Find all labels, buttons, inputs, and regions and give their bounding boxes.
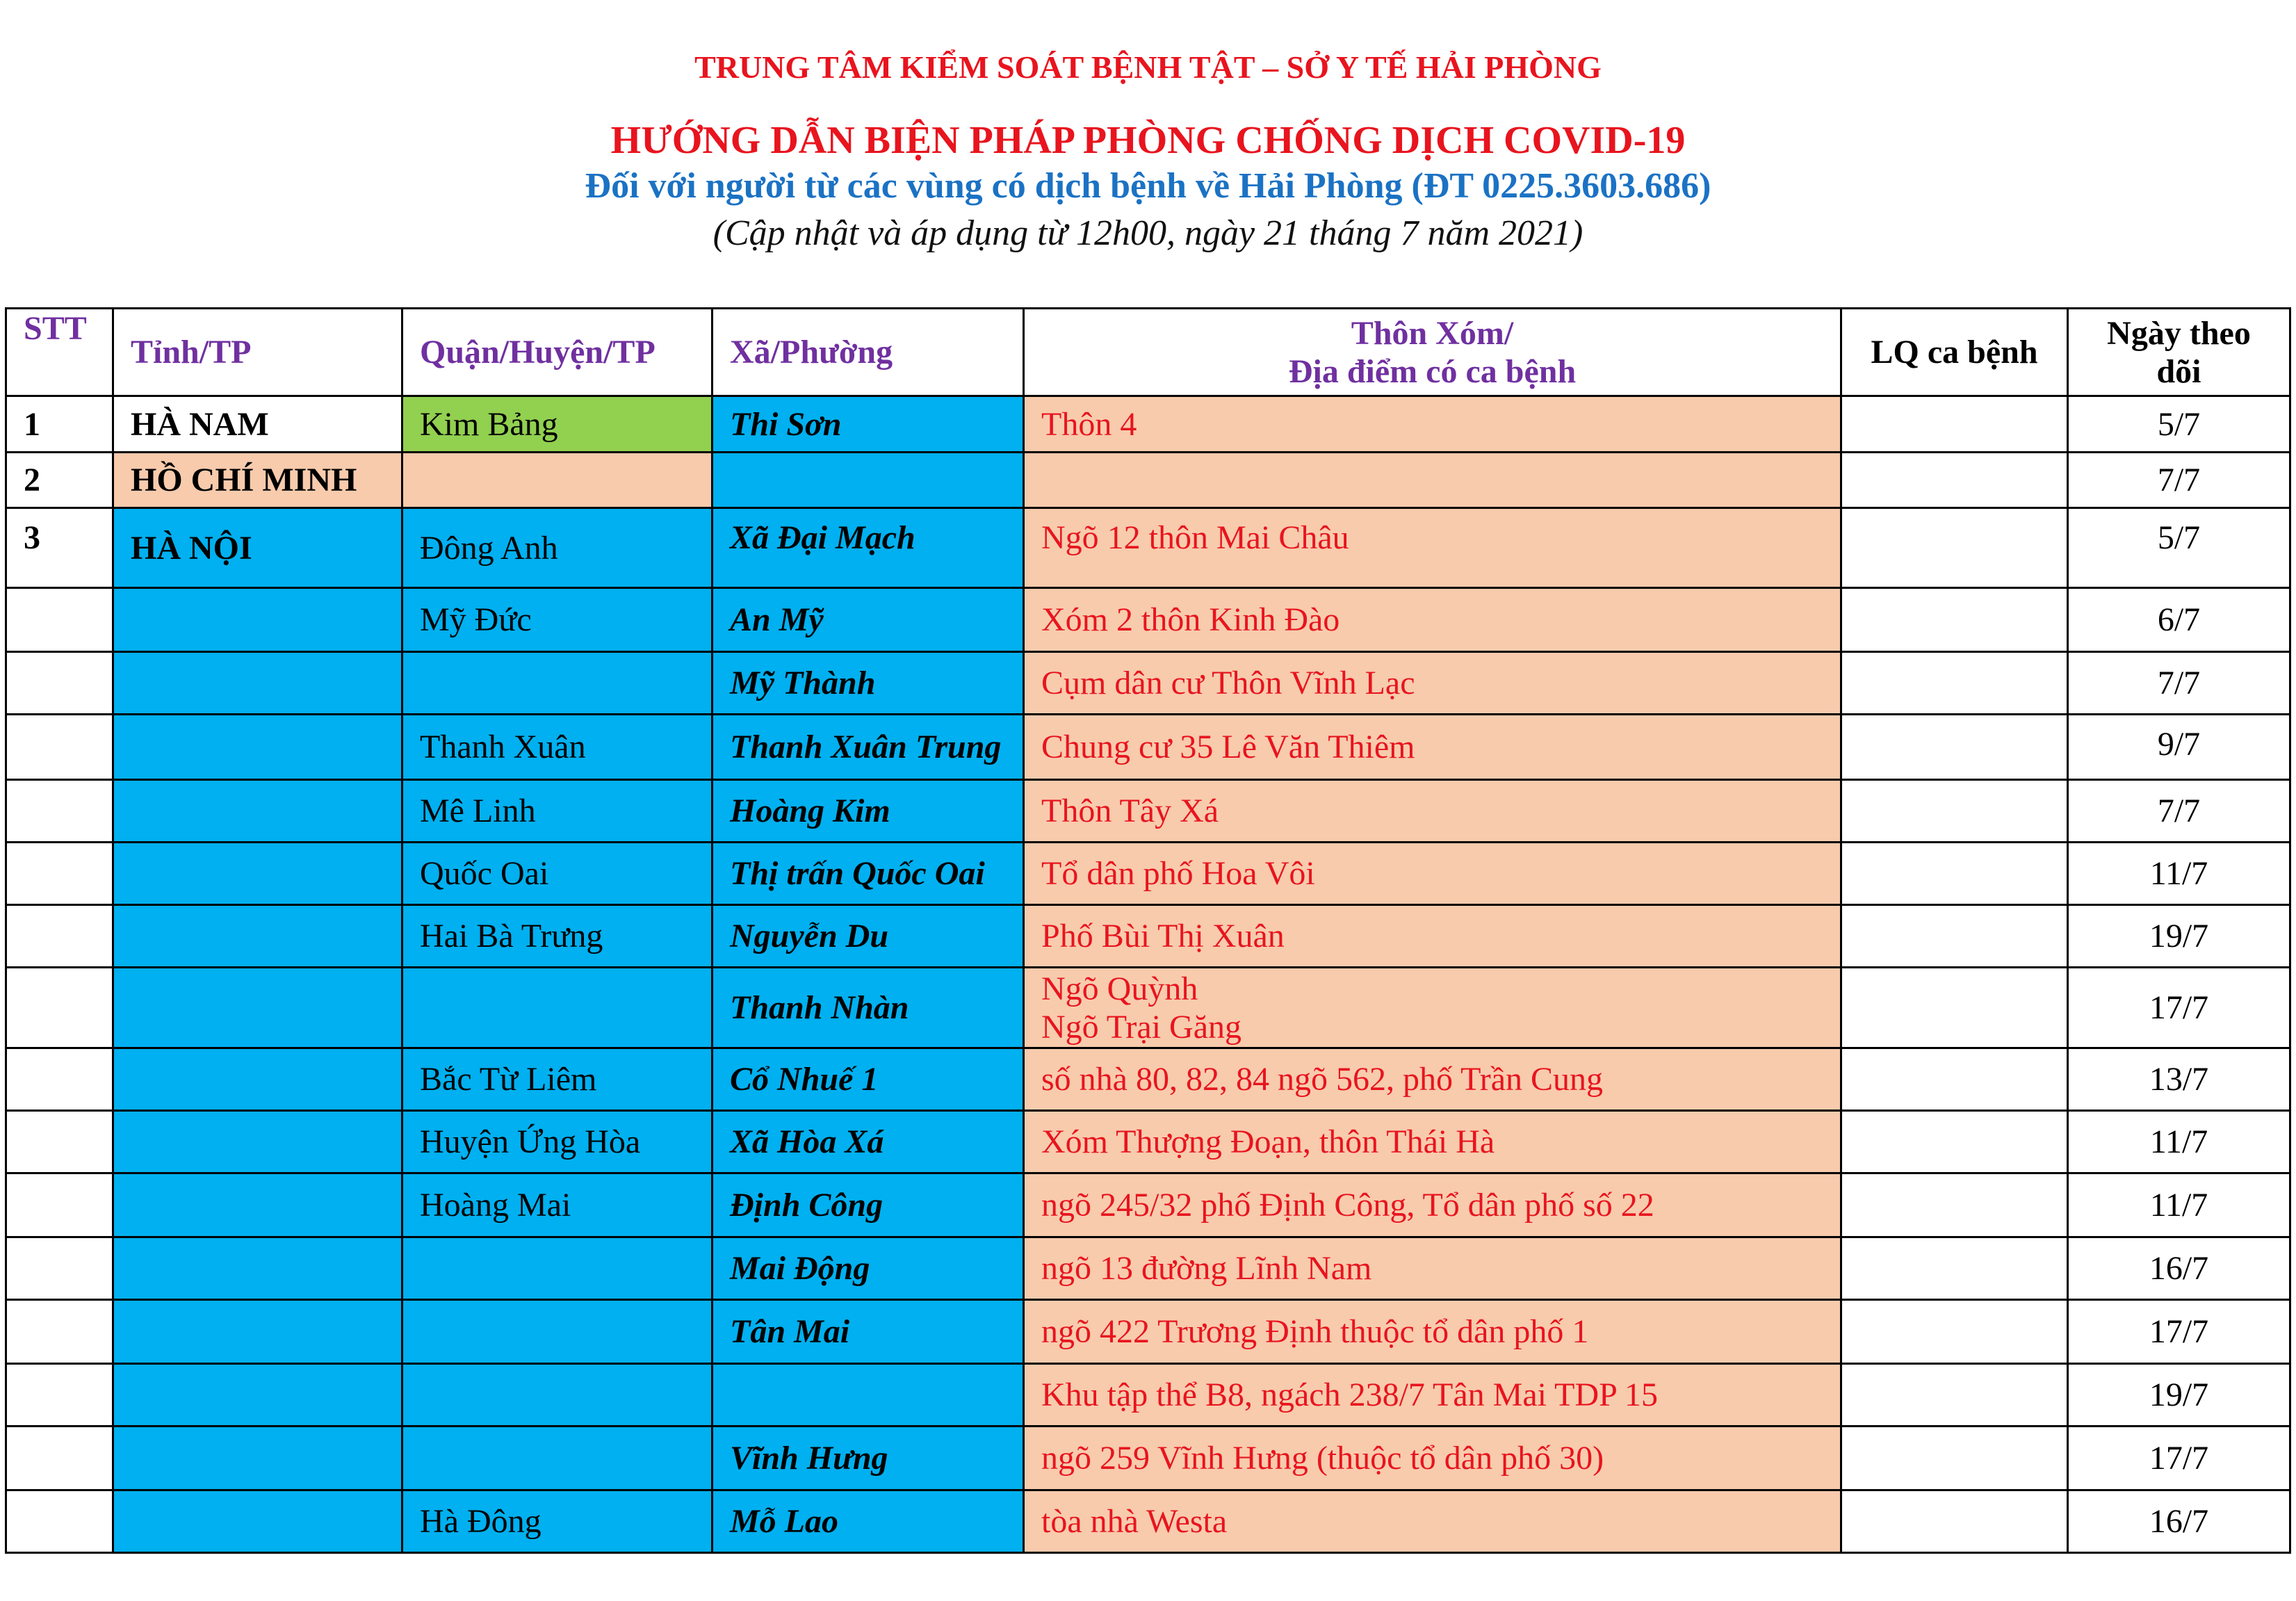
table-row bbox=[6, 905, 2290, 968]
lq-cell bbox=[1841, 588, 2068, 652]
stt-cell bbox=[6, 715, 113, 780]
location-cell bbox=[1024, 1427, 1841, 1490]
date-cell: 5/7 bbox=[2068, 508, 2290, 588]
location-cell bbox=[1024, 396, 1841, 453]
province-cell bbox=[113, 843, 402, 905]
ward-cell: An Mỹ bbox=[713, 588, 1024, 652]
location-line: Xóm Thượng Đoạn, thôn Thái Hà bbox=[1041, 1123, 1495, 1160]
date-cell: 6/7 bbox=[2068, 588, 2290, 652]
location-cell bbox=[1024, 1364, 1841, 1427]
location-cell bbox=[1024, 1300, 1841, 1364]
stt-cell bbox=[6, 1364, 113, 1427]
ward-cell: Vĩnh Hưng bbox=[713, 1427, 1024, 1490]
province-cell bbox=[113, 1490, 402, 1553]
location-cell bbox=[1024, 588, 1841, 652]
table-row bbox=[6, 588, 2290, 652]
table-row bbox=[6, 1490, 2290, 1553]
province-cell bbox=[113, 715, 402, 780]
table-row bbox=[6, 715, 2290, 780]
date-cell: 11/7 bbox=[2068, 1111, 2290, 1173]
table-row bbox=[6, 396, 2290, 453]
ward-cell bbox=[713, 453, 1024, 508]
date-cell: 19/7 bbox=[2068, 905, 2290, 968]
ward-cell: Thị trấn Quốc Oai bbox=[713, 843, 1024, 905]
lq-cell bbox=[1841, 1048, 2068, 1111]
province-cell bbox=[113, 1300, 402, 1364]
date-cell: 11/7 bbox=[2068, 1173, 2290, 1237]
document-title: HƯỚNG DẪN BIỆN PHÁP PHÒNG CHỐNG DỊCH COVID-19 bbox=[610, 119, 1686, 162]
date-cell: 13/7 bbox=[2068, 1048, 2290, 1111]
location-cell bbox=[1024, 1237, 1841, 1300]
location-cell bbox=[1024, 453, 1841, 508]
province-cell bbox=[113, 1427, 402, 1490]
column-header-location-line2: Địa điểm có ca bệnh bbox=[1288, 352, 1577, 390]
stt-cell bbox=[6, 905, 113, 968]
stt-cell: 1 bbox=[6, 396, 113, 453]
district-cell bbox=[402, 453, 713, 508]
location-cell bbox=[1024, 968, 1841, 1048]
location-cell bbox=[1024, 905, 1841, 968]
date-cell: 11/7 bbox=[2068, 843, 2290, 905]
location-line: Ngõ Quỳnh bbox=[1041, 970, 1198, 1007]
location-line: Thôn Tây Xá bbox=[1041, 793, 1219, 829]
district-cell: Đông Anh bbox=[402, 508, 713, 588]
date-cell: 16/7 bbox=[2068, 1490, 2290, 1553]
table-row bbox=[6, 843, 2290, 905]
ward-cell: Hoàng Kim bbox=[713, 780, 1024, 843]
table-row bbox=[6, 508, 2290, 588]
stt-cell bbox=[6, 1237, 113, 1300]
date-cell: 7/7 bbox=[2068, 453, 2290, 508]
location-line: Chung cư 35 Lê Văn Thiêm bbox=[1041, 729, 1415, 765]
district-cell: Huyện Ứng Hòa bbox=[402, 1111, 713, 1173]
province-cell bbox=[113, 588, 402, 652]
location-cell bbox=[1024, 1048, 1841, 1111]
update-note: (Cập nhật và áp dụng từ 12h00, ngày 21 tháng 7 năm 2021) bbox=[713, 213, 1583, 253]
date-cell: 16/7 bbox=[2068, 1237, 2290, 1300]
column-header-lq: LQ ca bệnh bbox=[1841, 309, 2068, 396]
location-line: ngõ 422 Trương Định thuộc tổ dân phố 1 bbox=[1041, 1313, 1589, 1350]
ward-cell: Xã Hòa Xá bbox=[713, 1111, 1024, 1173]
province-cell: HỒ CHÍ MINH bbox=[113, 453, 402, 508]
location-line: ngõ 245/32 phố Định Công, Tổ dân phố số 22 bbox=[1041, 1187, 1654, 1224]
district-cell: Kim Bảng bbox=[402, 396, 713, 453]
district-cell: Hà Đông bbox=[402, 1490, 713, 1553]
lq-cell bbox=[1841, 453, 2068, 508]
date-cell: 7/7 bbox=[2068, 780, 2290, 843]
table-row bbox=[6, 652, 2290, 715]
location-line: Thôn 4 bbox=[1041, 405, 1137, 443]
location-line: Xóm 2 thôn Kinh Đào bbox=[1041, 601, 1340, 638]
organization-heading: TRUNG TÂM KIỂM SOÁT BỆNH TẬT – SỞ Y TẾ HẢI PHÒNG bbox=[694, 49, 1602, 85]
lq-cell bbox=[1841, 968, 2068, 1048]
date-cell: 5/7 bbox=[2068, 396, 2290, 453]
table-row bbox=[6, 1048, 2290, 1111]
table-row bbox=[6, 1173, 2290, 1237]
district-cell: Mê Linh bbox=[402, 780, 713, 843]
ward-cell: Cổ Nhuế 1 bbox=[713, 1048, 1024, 1111]
district-cell: Thanh Xuân bbox=[402, 715, 713, 780]
stt-cell bbox=[6, 1300, 113, 1364]
district-cell: Bắc Từ Liêm bbox=[402, 1048, 713, 1111]
table-row bbox=[6, 1364, 2290, 1427]
province-cell bbox=[113, 780, 402, 843]
column-header-date bbox=[2068, 309, 2290, 396]
province-cell bbox=[113, 1111, 402, 1173]
province-cell bbox=[113, 1173, 402, 1237]
location-line: số nhà 80, 82, 84 ngõ 562, phố Trần Cung bbox=[1041, 1061, 1604, 1098]
location-line: tòa nhà Westa bbox=[1041, 1503, 1228, 1540]
lq-cell bbox=[1841, 1173, 2068, 1237]
location-cell bbox=[1024, 715, 1841, 780]
district-cell bbox=[402, 1300, 713, 1364]
table-row bbox=[6, 1111, 2290, 1173]
lq-cell bbox=[1841, 905, 2068, 968]
date-cell: 9/7 bbox=[2068, 715, 2290, 780]
ward-cell: Mai Động bbox=[713, 1237, 1024, 1300]
outbreak-locations-table bbox=[5, 307, 2291, 1554]
lq-cell bbox=[1841, 843, 2068, 905]
ward-cell bbox=[713, 1364, 1024, 1427]
district-cell bbox=[402, 1427, 713, 1490]
ward-cell: Nguyễn Du bbox=[713, 905, 1024, 968]
stt-cell bbox=[6, 1490, 113, 1553]
lq-cell bbox=[1841, 780, 2068, 843]
province-cell bbox=[113, 652, 402, 715]
stt-cell bbox=[6, 1048, 113, 1111]
lq-cell bbox=[1841, 1300, 2068, 1364]
province-cell bbox=[113, 905, 402, 968]
table-body bbox=[6, 396, 2290, 1553]
stt-cell bbox=[6, 968, 113, 1048]
location-line: Phố Bùi Thị Xuân bbox=[1041, 918, 1285, 954]
ward-cell: Định Công bbox=[713, 1173, 1024, 1237]
lq-cell bbox=[1841, 508, 2068, 588]
column-header-stt: STT bbox=[6, 309, 113, 396]
province-cell bbox=[113, 968, 402, 1048]
date-cell: 17/7 bbox=[2068, 1300, 2290, 1364]
location-cell bbox=[1024, 1490, 1841, 1553]
column-header-district: Quận/Huyện/TP bbox=[402, 309, 713, 396]
location-line: Cụm dân cư Thôn Vĩnh Lạc bbox=[1041, 665, 1415, 701]
table-row bbox=[6, 1300, 2290, 1364]
district-cell bbox=[402, 1364, 713, 1427]
column-header-location-line1: Thôn Xóm/ bbox=[1351, 314, 1514, 352]
table-row bbox=[6, 453, 2290, 508]
date-cell: 17/7 bbox=[2068, 968, 2290, 1048]
lq-cell bbox=[1841, 1111, 2068, 1173]
location-cell bbox=[1024, 780, 1841, 843]
date-cell: 19/7 bbox=[2068, 1364, 2290, 1427]
stt-cell bbox=[6, 1427, 113, 1490]
district-cell bbox=[402, 968, 713, 1048]
location-line: Ngõ 12 thôn Mai Châu bbox=[1041, 519, 1349, 556]
column-header-province: Tỉnh/TP bbox=[113, 309, 402, 396]
column-header-date-line2: dõi bbox=[2156, 352, 2201, 390]
ward-cell: Mỗ Lao bbox=[713, 1490, 1024, 1553]
location-cell bbox=[1024, 1173, 1841, 1237]
ward-cell: Xã Đại Mạch bbox=[713, 508, 1024, 588]
province-cell: HÀ NAM bbox=[113, 396, 402, 453]
ward-cell: Thanh Nhàn bbox=[713, 968, 1024, 1048]
district-cell: Quốc Oai bbox=[402, 843, 713, 905]
document-subtitle: Đối với người từ các vùng có dịch bệnh về Hải Phòng (ĐT 0225.3603.686) bbox=[585, 166, 1711, 206]
date-cell: 7/7 bbox=[2068, 652, 2290, 715]
stt-cell bbox=[6, 843, 113, 905]
column-header-ward: Xã/Phường bbox=[713, 309, 1024, 396]
table-row bbox=[6, 968, 2290, 1048]
province-cell bbox=[113, 1237, 402, 1300]
table-header-row bbox=[6, 309, 2290, 396]
location-line: Khu tập thể B8, ngách 238/7 Tân Mai TDP 15 bbox=[1041, 1376, 1659, 1413]
lq-cell bbox=[1841, 1237, 2068, 1300]
province-cell bbox=[113, 1364, 402, 1427]
lq-cell bbox=[1841, 1490, 2068, 1553]
location-line: ngõ 13 đường Lĩnh Nam bbox=[1041, 1250, 1372, 1287]
location-cell bbox=[1024, 843, 1841, 905]
stt-cell bbox=[6, 588, 113, 652]
lq-cell bbox=[1841, 1427, 2068, 1490]
stt-cell bbox=[6, 1111, 113, 1173]
location-line: Ngõ Trại Găng bbox=[1041, 1008, 1242, 1046]
ward-cell: Tân Mai bbox=[713, 1300, 1024, 1364]
district-cell: Hoàng Mai bbox=[402, 1173, 713, 1237]
location-cell bbox=[1024, 1111, 1841, 1173]
table-row bbox=[6, 780, 2290, 843]
stt-cell: 2 bbox=[6, 453, 113, 508]
table-row bbox=[6, 1427, 2290, 1490]
lq-cell bbox=[1841, 396, 2068, 453]
column-header-date-line1: Ngày theo bbox=[2107, 314, 2251, 352]
stt-cell bbox=[6, 652, 113, 715]
stt-cell bbox=[6, 1173, 113, 1237]
stt-cell: 3 bbox=[6, 508, 113, 588]
lq-cell bbox=[1841, 1364, 2068, 1427]
location-line: Tổ dân phố Hoa Vôi bbox=[1041, 855, 1315, 892]
date-cell: 17/7 bbox=[2068, 1427, 2290, 1490]
district-cell bbox=[402, 1237, 713, 1300]
location-line: ngõ 259 Vĩnh Hưng (thuộc tổ dân phố 30) bbox=[1041, 1440, 1604, 1477]
district-cell: Mỹ Đức bbox=[402, 588, 713, 652]
lq-cell bbox=[1841, 652, 2068, 715]
district-cell: Hai Bà Trưng bbox=[402, 905, 713, 968]
column-header-location bbox=[1024, 309, 1841, 396]
district-cell bbox=[402, 652, 713, 715]
ward-cell: Mỹ Thành bbox=[713, 652, 1024, 715]
location-cell bbox=[1024, 508, 1841, 588]
province-cell: HÀ NỘI bbox=[113, 508, 402, 588]
ward-cell: Thi Sơn bbox=[713, 396, 1024, 453]
province-cell bbox=[113, 1048, 402, 1111]
lq-cell bbox=[1841, 715, 2068, 780]
ward-cell: Thanh Xuân Trung bbox=[713, 715, 1024, 780]
location-cell bbox=[1024, 652, 1841, 715]
table-row bbox=[6, 1237, 2290, 1300]
stt-cell bbox=[6, 780, 113, 843]
